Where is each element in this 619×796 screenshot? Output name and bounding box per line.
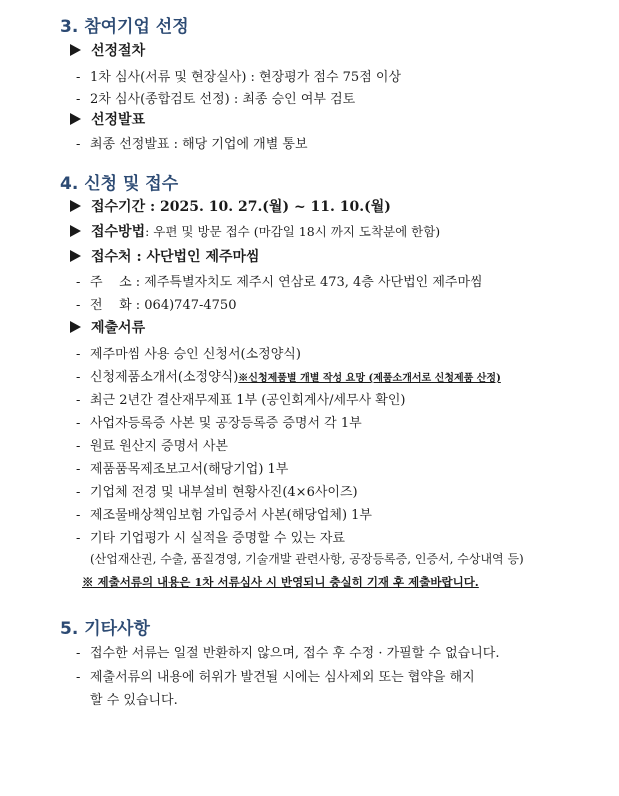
subheading-label: 선정절차 xyxy=(91,43,146,59)
triangle-bullet-icon xyxy=(70,250,81,262)
subheading-label: 제출서류 xyxy=(91,320,146,336)
list-item: - 접수한 서류는 일절 반환하지 않으며, 접수 후 수정 · 가필할 수 없습니다. xyxy=(76,646,500,661)
subheading-selection-announcement xyxy=(70,109,145,129)
subheading-label: 접수처 : 사단법인 제주마씸 xyxy=(91,249,260,265)
section-3-title: 3. 참여기업 선정 xyxy=(60,17,189,37)
list-item: - 전 화 : 064)747-4750 xyxy=(76,298,237,313)
list-item: - 신청제품소개서(소정양식)※신청제품별 개별 작성 요망 (제품소개서로 신청제품 산정) xyxy=(76,370,501,385)
inline-note: ※신청제품별 개별 작성 요망 (제품소개서로 신청제품 산정) xyxy=(238,373,501,384)
subheading-label: 접수기간 : 2025. 10. 27.(월) ~ 11. 10.(월) xyxy=(91,199,391,215)
list-item-continuation: (산업재산권, 수출, 품질경영, 기술개발 관련사항, 공장등록증, 인증서, 수상내역 등) xyxy=(90,552,524,566)
list-item: - 사업자등록증 사본 및 공장등록증 증명서 각 1부 xyxy=(76,416,362,431)
section-5-title: 5. 기타사항 xyxy=(60,619,150,639)
submission-note: ※ 제출서류의 내용은 1차 서류심사 시 반영되니 충실히 기재 후 제출바랍니다. xyxy=(82,575,479,589)
method-text: : 우편 및 방문 접수 (마감일 18시 까지 도착분에 한함) xyxy=(145,224,441,239)
subheading-label: 접수방법 xyxy=(91,224,146,240)
list-item: - 2차 심사(종합검토 선정) : 최종 승인 여부 검토 xyxy=(76,92,356,107)
triangle-bullet-icon xyxy=(70,225,81,237)
subheading-label: 선정발표 xyxy=(91,112,146,128)
section-4-title: 4. 신청 및 접수 xyxy=(60,174,179,194)
list-item: - 1차 심사(서류 및 현장실사) : 현장평가 점수 75점 이상 xyxy=(76,70,401,85)
subheading-application-method xyxy=(70,221,440,241)
list-item: - 제조물배상책임보험 가입증서 사본(해당업체) 1부 xyxy=(76,508,372,523)
triangle-bullet-icon xyxy=(70,321,81,333)
list-item: - 원료 원산지 증명서 사본 xyxy=(76,439,228,454)
list-item: - 기업체 전경 및 내부설비 현황사진(4×6사이즈) xyxy=(76,485,358,500)
list-item: - 기타 기업평가 시 실적을 증명할 수 있는 자료 xyxy=(76,531,345,546)
triangle-bullet-icon xyxy=(70,113,81,125)
list-item: - 제주마씸 사용 승인 신청서(소정양식) xyxy=(76,347,301,362)
list-item: - 주 소 : 제주특별자치도 제주시 연삼로 473, 4층 사단법인 제주마씸 xyxy=(76,275,483,290)
list-item: - 최근 2년간 결산재무제표 1부 (공인회계사/세무사 확인) xyxy=(76,393,406,408)
triangle-bullet-icon xyxy=(70,44,81,56)
triangle-bullet-icon xyxy=(70,200,81,212)
list-item: - 제출서류의 내용에 허위가 발견될 시에는 심사제외 또는 협약을 해지 xyxy=(76,670,475,685)
subheading-selection-procedure xyxy=(70,40,145,60)
subheading-application-period xyxy=(70,196,391,216)
subheading-application-place xyxy=(70,246,260,266)
list-item-continuation: 할 수 있습니다. xyxy=(90,693,178,708)
list-item: - 최종 선정발표 : 해당 기업에 개별 통보 xyxy=(76,137,308,152)
list-item: - 제품품목제조보고서(해당기업) 1부 xyxy=(76,462,289,477)
subheading-submission-documents xyxy=(70,317,145,337)
